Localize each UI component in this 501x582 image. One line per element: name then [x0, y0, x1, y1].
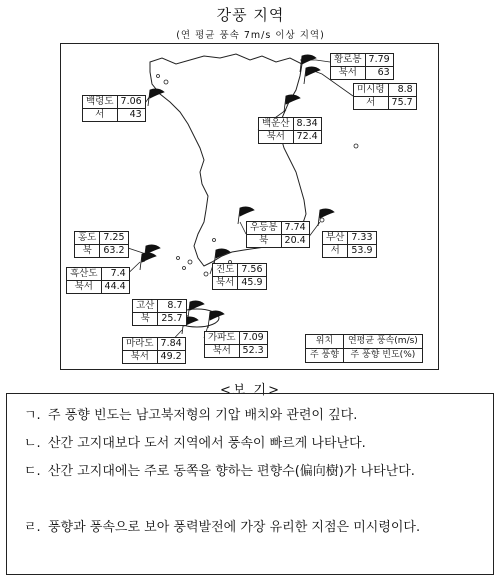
label-udungbong [246, 221, 310, 248]
station-freq: 20.4 [284, 235, 306, 246]
label-busan [322, 231, 377, 258]
flag-baegunsan [284, 95, 300, 112]
station-name: 부산 [323, 232, 348, 245]
station-freq: 75.7 [391, 97, 413, 108]
label-misiryeong [353, 83, 417, 110]
station-dir: 서 [323, 245, 348, 257]
station-freq: 52.3 [242, 345, 264, 356]
station-speed: 8.34 [294, 118, 321, 131]
station-dir: 서 [354, 97, 389, 109]
station-freq: 72.4 [296, 131, 318, 142]
label-heuksando [66, 267, 130, 294]
station-name: 고산 [133, 300, 158, 313]
station-speed: 7.79 [366, 54, 393, 67]
station-speed: 7.4 [102, 268, 129, 281]
label-gapado [204, 331, 268, 358]
flag-baengnyeongdo [148, 89, 164, 106]
station-freq: 44.4 [104, 281, 126, 292]
statement-2 [24, 430, 486, 458]
wind-flag-markers [140, 55, 334, 334]
legend-speed: 연평균 풍속(m/s) [344, 335, 422, 349]
station-name: 홍도 [75, 232, 100, 245]
station-name: 황로봉 [331, 54, 366, 67]
station-freq: 45.9 [241, 277, 263, 288]
map-title: 강풍 지역 [216, 6, 285, 24]
label-baegunsan [258, 117, 322, 144]
station-name: 백운산 [259, 118, 294, 131]
map-legend [305, 334, 423, 363]
station-speed: 7.74 [282, 222, 309, 235]
legend-direction: 주 풍향 [306, 349, 344, 362]
statement-marker: ㄴ. [24, 436, 41, 451]
station-dir: 서 [83, 109, 118, 121]
station-name: 백령도 [83, 96, 118, 109]
station-dir: 북 [247, 235, 282, 247]
station-dir: 북서 [67, 281, 102, 293]
station-speed: 8.7 [158, 300, 185, 313]
station-dir: 북서 [213, 277, 238, 289]
station-freq: 43 [129, 109, 142, 120]
station-dir: 북 [75, 245, 100, 257]
station-speed: 7.09 [240, 332, 267, 345]
station-dir: 북서 [331, 67, 366, 79]
statement-marker: ㄹ. [24, 520, 41, 535]
station-dir: 북서 [205, 345, 240, 357]
statement-3 [24, 458, 486, 486]
statement-marker: ㄷ. [24, 464, 41, 479]
legend-frequency: 주 풍향 빈도(%) [350, 350, 416, 360]
station-freq: 49.2 [160, 351, 182, 362]
station-speed: 7.25 [100, 232, 127, 245]
label-marado [122, 337, 186, 364]
station-name: 미시령 [354, 84, 389, 97]
station-freq: 25.7 [161, 313, 183, 324]
station-speed: 7.84 [158, 338, 185, 351]
station-speed: 7.56 [238, 264, 265, 277]
station-freq: 53.9 [351, 245, 373, 256]
station-freq: 63.2 [103, 245, 125, 256]
legend-location: 위치 [306, 335, 344, 349]
label-baengnyeongdo [82, 95, 146, 122]
label-jindo [212, 263, 267, 290]
statement-4 [24, 514, 486, 542]
station-speed: 7.06 [118, 96, 145, 109]
station-name: 우등봉 [247, 222, 282, 235]
station-dir: 북 [133, 313, 158, 325]
flag-heuksando [140, 253, 156, 270]
label-hongdo [74, 231, 129, 258]
statement-text: 풍향과 풍속으로 보아 풍력발전에 가장 유리한 지점은 미시령이다. [48, 520, 421, 535]
map-subtitle: (연 평균 풍속 7m/s 이상 지역) [176, 30, 325, 41]
station-dir: 북서 [259, 131, 294, 143]
statement-text: 산간 고지대보다 도서 지역에서 풍속이 빠르게 나타난다. [48, 436, 366, 451]
station-freq: 63 [377, 67, 390, 78]
flag-misiryeong [304, 67, 320, 84]
station-speed: 8.8 [389, 84, 416, 97]
bogi-header: <보 기> [219, 383, 282, 398]
statement-1 [24, 402, 486, 430]
flag-busan [318, 209, 334, 226]
statement-text: 주 풍향 빈도는 남고북저형의 기압 배치와 관련이 깊다. [48, 408, 358, 423]
statement-text: 산간 고지대에는 주로 동쪽을 향하는 편향수(偏向樹)가 나타난다. [48, 464, 415, 479]
label-hwangryeongbong [330, 53, 394, 80]
station-name: 마라도 [123, 338, 158, 351]
label-gosan [132, 299, 187, 326]
station-name: 흑산도 [67, 268, 102, 281]
station-name: 진도 [213, 264, 238, 277]
statement-marker: ㄱ. [24, 408, 41, 423]
station-speed: 7.33 [348, 232, 375, 245]
station-dir: 북서 [123, 351, 158, 363]
station-name: 가파도 [205, 332, 240, 345]
